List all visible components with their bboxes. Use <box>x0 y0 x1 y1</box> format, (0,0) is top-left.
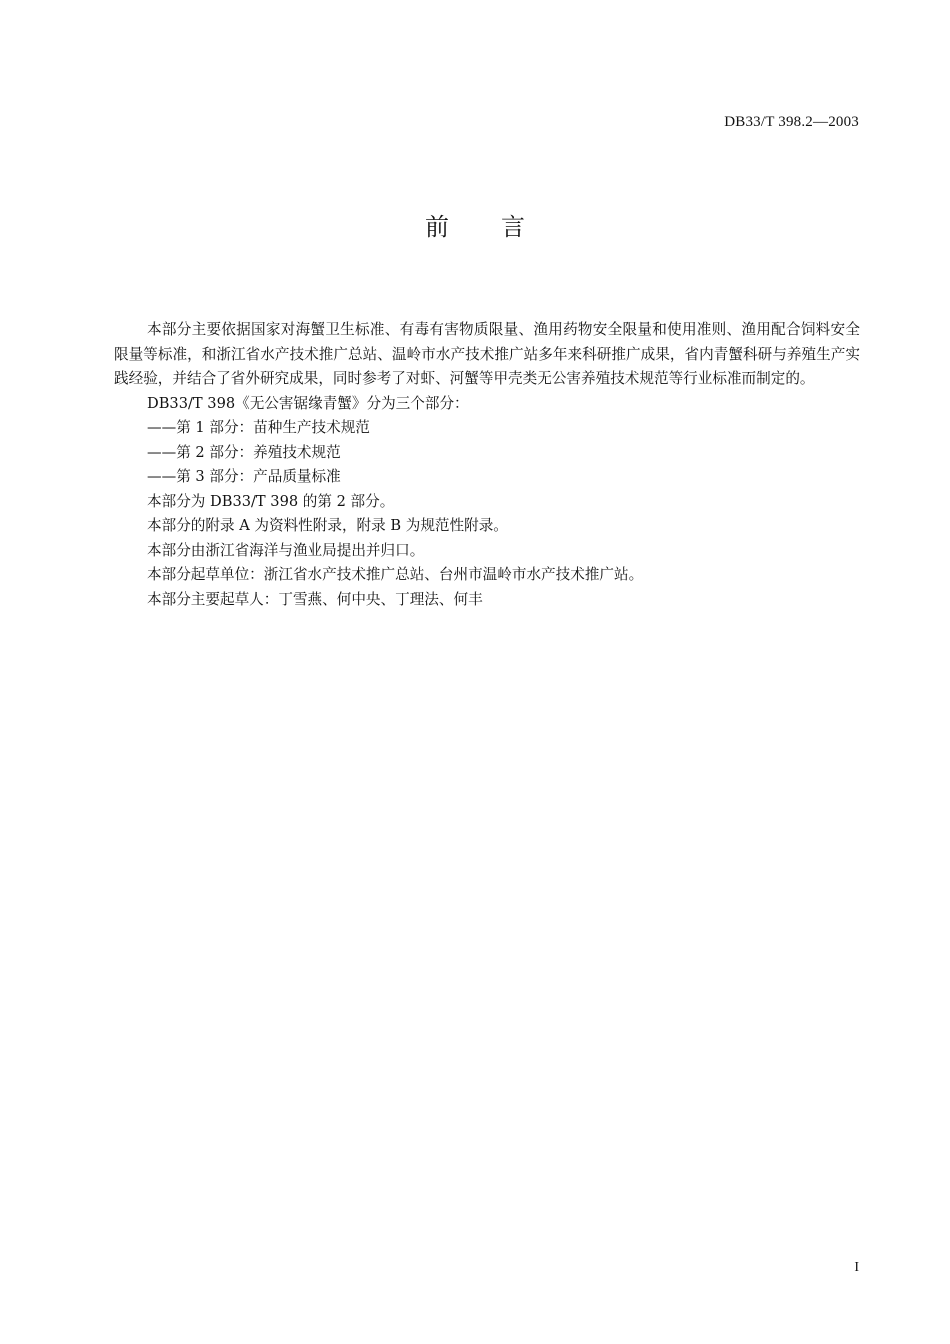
part-item-2: ——第 2 部分：养殖技术规范 <box>147 443 341 461</box>
title-char-2: 言 <box>501 213 525 241</box>
structure-line: DB33/T 398《无公害锯缘青蟹》分为三个部分： <box>147 394 469 412</box>
document-id: DB33/T 398.2—2003 <box>724 114 859 130</box>
intro-paragraph: 本部分主要依据国家对海蟹卫生标准、有毒有害物质限量、渔用药物安全限量和使用准则、渔用配合饲料安全限量等标准，和浙江省水产技术推广总站、温岭市水产技术推广站多年来科研推广成果，省内青蟹科研与养殖生产实践经验，并结合了省外研究成果，同时参考了对虾、河蟹等甲壳类无公害养殖技术规范等行业标准而制定的。 <box>114 321 860 387</box>
drafting-units-line: 本部分起草单位：浙江省水产技术推广总站、台州市温岭市水产技术推广站。 <box>147 566 644 583</box>
part-item-1: ——第 1 部分：苗种生产技术规范 <box>147 419 370 436</box>
page-title <box>0 207 950 242</box>
page-number: I <box>854 1260 859 1275</box>
drafters-line: 本部分主要起草人：丁雪燕、何中央、丁理法、何丰 <box>147 590 483 608</box>
title-char-1: 前 <box>425 213 449 241</box>
part-item-3: ——第 3 部分：产品质量标准 <box>147 468 341 485</box>
proposer-line: 本部分由浙江省海洋与渔业局提出并归口。 <box>147 541 425 559</box>
appendix-line: 本部分的附录 A 为资料性附录，附录 B 为规范性附录。 <box>147 517 508 534</box>
foreword-body <box>114 318 860 612</box>
this-part-line: 本部分为 DB33/T 398 的第 2 部分。 <box>147 492 395 510</box>
